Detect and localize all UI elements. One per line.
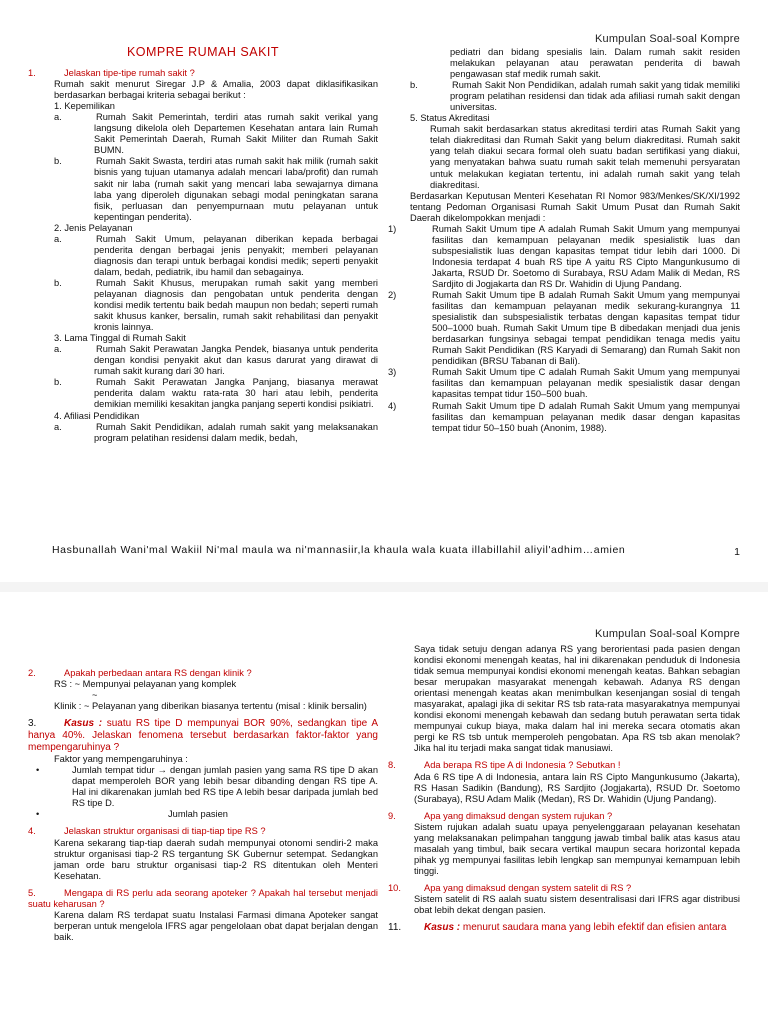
- list-item: a. Rumah Sakit Pendidikan, adalah rumah sakit yang melaksanakan program pelatihan residensi dalam medik, bedah,: [54, 421, 378, 443]
- paragraph: Klinik : ~ Pelayanan yang diberikan biasanya tertentu (misal : klinik bersalin): [54, 701, 367, 712]
- section-heading: 5. Status Akreditasi: [410, 113, 490, 124]
- paragraph: pediatri dan bidang spesialis lain. Dalam rumah sakit residen melakukan pelayanan atau perawatan penderita di bawah pengawasan staf medik rumah sakit.: [450, 47, 740, 80]
- paragraph: Sistem satelit di RS aalah suatu sistem desentralisasi dari IFRS agar distribusi obat lebih dekat dengan pasien.: [414, 893, 740, 916]
- list-item: b. Rumah Sakit Swasta, terdiri atas rumah sakit hak milik (rumah sakit bisnis yang tujuan utamanya adalah mencari laba/profit) dan rumah sakit nir laba (rumah sakit yang mencari laba sewajarnya dimana laba yang diperoleh digunakan sebagi modal peningkatan sarana fisik, perluasan dan penyempurnaan mutu pelayanan untuk kepentingan penderita).: [54, 156, 378, 222]
- paragraph: ~: [92, 690, 98, 701]
- paragraph: Sistem rujukan adalah suatu upaya penyelenggaraan pelayanan kesehatan yang melaksanakan pelimpahan tanggung jawab timbal balik atas kasus atau masalah yang timbul, baik secara vertikal maupun secara horizontal kepada pihak yg mempunyai fasilitas lebih lengkap san mempunyai kemampuan lebih tinggi.: [414, 821, 740, 876]
- list-item: 3) Rumah Sakit Umum tipe C adalah Rumah Sakit Umum yang mempunyai fasilitas dan kemampuan pelayanan medik spesialistik dasar dengan kapasitas tempat tidur 150–500 buah.: [388, 367, 740, 400]
- question-1: Jelaskan tipe-tipe rumah sakit ?: [64, 68, 195, 79]
- question-number: 1.: [28, 68, 36, 79]
- question: 5. Mengapa di RS perlu ada seorang apoteker ? Apakah hal tersebut menjadi suatu keharusan ?: [28, 887, 378, 909]
- question: 4. Jelaskan struktur organisasi di tiap-tiap tipe RS ?: [28, 826, 266, 837]
- question: 9. Apa yang dimaksud dengan system rujukan ?: [388, 810, 613, 821]
- left-column: [28, 668, 378, 943]
- section-heading: 1. Kepemilikan: [54, 101, 115, 112]
- list-item: • Jumlah pasien: [36, 809, 228, 820]
- paragraph: Rumah sakit menurut Siregar J.P & Amalia, 2003 dapat diklasifikasikan berdasarkan berbagai kriteria sebagai berikut :: [54, 79, 378, 101]
- question: 3. Kasus : suatu RS tipe D mempunyai BOR 90%, sedangkan tipe A hanya 40%. Jelaskan fenomena tersebut berdasarkan faktor-faktor yang mempengaruhinya ?: [28, 718, 379, 754]
- left-column: [28, 47, 378, 444]
- paragraph: Faktor yang mempengaruhinya :: [54, 754, 188, 765]
- list-item: b. Rumah Sakit Non Pendidikan, adalah rumah sakit yang tidak memiliki program pelatihan residensi dan tidak ada afiliasi rumah sakit dengan universitas.: [410, 80, 740, 113]
- page-gap: [0, 582, 768, 592]
- list-item: b. Rumah Sakit Perawatan Jangka Panjang, biasanya merawat penderita dalam waktu rata-rata 30 hari atau lebih, penderita demikian memiliki kesakitan jangka panjang seperti kondisi psikiatri.: [54, 377, 378, 410]
- list-item: 4) Rumah Sakit Umum tipe D adalah Rumah Sakit Umum yang mempunyai fasilitas dan kemampuan pelayanan medik dasar dengan kapasitas tempat tidur 50–150 buah (Anonim, 1988).: [388, 400, 740, 433]
- section-heading: 4. Afiliasi Pendidikan: [54, 410, 140, 421]
- question: 10. Apa yang dimaksud dengan system satelit di RS ?: [388, 882, 632, 893]
- question: 8. Ada berapa RS tipe A di Indonesia ? Sebutkan !: [388, 760, 621, 771]
- section-heading: 2. Jenis Pelayanan: [54, 222, 133, 233]
- right-column: [388, 47, 740, 434]
- paragraph: Ada 6 RS tipe A di Indonesia, antara lain RS Cipto Mangunkusumo (Jakarta), RS Hasan Sadikin (Bandung), RS Sardjito (Jogjakarta), RSUD Dr. Soetomo (Surabaya), RSU Adam Malik (Medan), RS Dr. Wahidin (Ujung Pandang).: [414, 771, 740, 804]
- paragraph: Rumah sakit berdasarkan status akreditasi terdiri atas Rumah Sakit yang telah diakreditasi dan Rumah Sakit yang belum diakreditasi. Rumah sakit yang telah diakui secara formal oleh suatu badan sertifikasi yang diakui, yang menyatakan bahwa suatu rumah sakit telah memenuhi persyaratan untuk melakukan kegiatan tertentu, ini adalah rumah sakit yang telah diakreditasi.: [430, 124, 740, 190]
- page-number: 1: [734, 546, 740, 558]
- question: 2. Apakah perbedaan antara RS dengan klinik ?: [28, 668, 252, 678]
- page-header: Kumpulan Soal-soal Kompre: [594, 33, 740, 45]
- question: 11. Kasus : menurut saudara mana yang lebih efektif dan efisien antara: [388, 922, 727, 934]
- paragraph: Karena sekarang tiap-tiap daerah sudah mempunyai otonomi sendiri-2 maka struktur organisasi tiap-2 RS tergantung SK Gubernur setempat. Sedangkan jaman orde baru struktur organisasi tiap-2 RS ditentukan oleh Menteri Kesehatan.: [54, 837, 378, 881]
- paragraph: Saya tidak setuju dengan adanya RS yang berorientasi pada pasien dengan kondisi ekonomi menengah keatas, hal ini dikarenakan penduduk di Indonesia tidak semua mempunyai kondisi ekonomi menengah keatas. Bahkan sebagian besar merupakan masyarakat menengah kebawah. Adanya RS dengan orientasi menengah keatas akan menimbulkan kesenjangan sosial di tengah masyarakat, apalagi jika di sekitar RS tsb rata-rata masyarakatnya mempunyai kondisi ekonomi menengah kebawah dan sedang butuh perawatan serta tidak mempunyai cukup biaya, maka dalam hal ini mereka secara otomatis akan pergi ke RS tsb untuk memperoleh pengobatan. Apa RS tsb akan menolak? Jika hal itu terjadi maka sangat tidak manusiawi.: [414, 644, 740, 754]
- paragraph: RS : ~ Mempunyai pelayanan yang komplek: [54, 679, 237, 690]
- document-page-2: [0, 592, 768, 1024]
- list-item: a. Rumah Sakit Perawatan Jangka Pendek, biasanya untuk penderita dengan kondisi penyakit akut dan kasus darurat yang dirawat di rumah sakit kurang dari 30 hari.: [54, 344, 378, 377]
- page-header: Kumpulan Soal-soal Kompre: [594, 628, 740, 640]
- page-footer: Hasbunallah Wani'mal Wakiil Ni'mal maula wa ni'mannasiir,la khaula wala kuata illabillahil aliyil'adhim…amien: [52, 544, 626, 556]
- list-item: a. Rumah Sakit Umum, pelayanan diberikan kepada berbagai penderita dengan berbagai jenis penyakit; memberi pelayanan diagnosis dan terapi untuk berbagai kondisi medik; seperti penyakit dalam, bedah, pediatrik, ibu hamil dan sebagainya.: [54, 233, 378, 277]
- paragraph: Berdasarkan Keputusan Menteri Kesehatan RI Nomor 983/Menkes/SK/XI/1992 tentang Pedoman Organisasi Rumah Sakit Umum Pusat dan Rumah Sakit Daerah dikelompokkan menjadi :: [410, 190, 740, 223]
- paragraph: Karena dalam RS terdapat suatu Instalasi Farmasi dimana Apoteker sangat berperan untuk mengelola IFRS agar pengelolaan obat dapat berjalan dengan baik.: [54, 909, 378, 942]
- document-title: KOMPRE RUMAH SAKIT: [126, 45, 280, 59]
- list-item: b. Rumah Sakit Khusus, merupakan rumah sakit yang memberi pelayanan diagnosis dan pengobatan untuk penderita dengan kondisi medik tertentu baik bedah maupun non bedah; seperti rumah sakit khusus kanker, bersalin, rumah sakit rehabilitasi dan penyakit kronis lainnya.: [54, 277, 378, 333]
- right-column: [388, 644, 740, 933]
- list-item: • Jumlah tempat tidur → dengan jumlah pasien yang sama RS tipe D akan dapat memperoleh BOR yang lebih besar dibanding dengan RS tipe A. Hal ini dikarenakan jumlah bed RS tipe A lebih besar daripada jumlah bed RS tipe D.: [36, 765, 378, 809]
- list-item: a. Rumah Sakit Pemerintah, terdiri atas rumah sakit verikal yang langsung dikelola oleh Departemen Kesehatan antara lain Rumah Sakit Pemerintah Daerah, Rumah Sakit Militer dan Rumah Sakit BUMN.: [54, 112, 378, 156]
- section-heading: 3. Lama Tinggal di Rumah Sakit: [54, 333, 186, 344]
- list-item: 1) Rumah Sakit Umum tipe A adalah Rumah Sakit Umum yang mempunyai fasilitas dan kemampuan pelayanan medik spesialistik luas dan subspesialistik luas dengan kapasitas tempat tidur lebih dari 1000. Di Indonesia terdapat 4 buah RS tipe A yaitu RS Cipto Mangunkusumo di Jakarta, RSUD Dr. Soetomo di Surabaya, RSU Adam Malik di Medan, RS Sardjito di Jogjakarta dan RS Dr. Wahidin di Ujung Pandang.: [388, 223, 740, 289]
- list-item: 2) Rumah Sakit Umum tipe B adalah Rumah Sakit Umum yang mempunyai fasilitas dan kemampuan pelayanan medik sekurang-kurangnya 11 spesialistik dan subspesialistik terbatas dengan kapasitas tempat tidur 500–1000 buah. Rumah Sakit Umum tipe B dibedakan menjadi dua jenis berdasarkan fungsinya sebagai tempat pendidikan tenaga medis yaitu Rumah Sakit Pendidikan (RS Karyadi di Semarang) dan Rumah Sakit non pendidikan (BRSU Tabanan di Bali).: [388, 290, 740, 367]
